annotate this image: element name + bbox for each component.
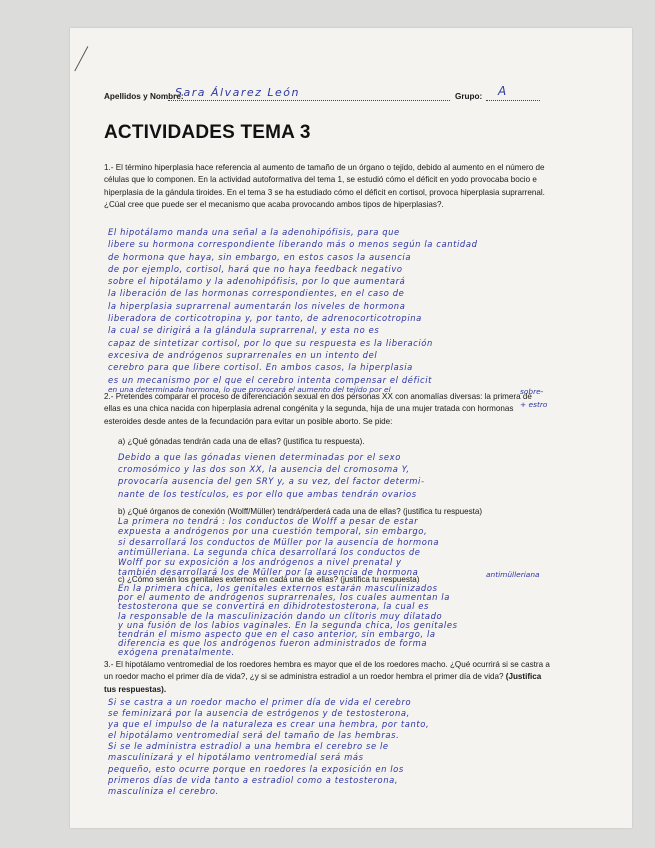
- answer-line: sobre el hipotálamo y la adenohipófisis, por lo que aumentará: [108, 276, 406, 287]
- question-2b-text: b) ¿Qué órganos de conexión (Wolff/Müller) tendrá/perderá cada una de ellas? (justifica tu respuesta): [118, 507, 483, 516]
- answer-line: de hormona que haya, sin embargo, en estos casos la ausencia: [108, 251, 412, 262]
- group-label: Grupo:: [455, 92, 483, 101]
- answer-line: la responsable de la masculinización dando un clítoris muy dilatado: [118, 611, 443, 621]
- answer-line: exógena prenatalmente.: [118, 648, 235, 658]
- answer-line: también desarrollará los de Müller por la ausencia de hormona: [118, 567, 419, 578]
- answer-line: si desarrollará los conductos de Müller por la ausencia de hormona: [118, 536, 440, 547]
- answer-line: ya que el impulso de la naturaleza es crear una hembra, por tanto,: [108, 719, 430, 730]
- answer-line: La primera no tendrá : los conductos de Wolff a pesar de estar: [118, 516, 419, 526]
- question-3-instruction: (Justifica tus respuestas).: [104, 672, 542, 694]
- answer-line: cromosómico y las dos son XX, la ausencia del cromosoma Y,: [118, 464, 410, 475]
- answer-line: masculiniza el cerebro.: [108, 785, 219, 796]
- margin-note-1: sobre-: [520, 387, 544, 396]
- answer-line: testosterona que se convertirá en dihidrotestosterona, la cual es: [118, 602, 430, 612]
- question-2c-text: c) ¿Cómo serán los genitales externos en cada una de ellas? (justifica tu respuesta): [118, 575, 420, 584]
- answer-line: diferencia es que los andrógenos fueron administrados de forma: [118, 639, 428, 649]
- question-2-intro: 2.- Pretendes comparar el proceso de diferenciación sexual en dos personas XX con anomalías diversas: la primera de ellas es una chica nacida con hiperplasia adrenal congénita y la segunda, hija de una mujer tratada con hormonas esteroides desde antes de la fecundación para evitar un posible aborto. Se pide:: [104, 392, 532, 426]
- answer-line: de por ejemplo, cortisol, hará que no haya feedback negativo: [108, 263, 403, 274]
- group-line: [486, 100, 540, 101]
- question-3-body: 3.- El hipotálamo ventromedial de los roedores hembra es mayor que el de los roedores macho. ¿Qué ocurrirá si se castra a un roedor macho el primer día de vida?, ¿y si se administra estradiol a un roedor hembra el primer día de vida?: [104, 660, 550, 682]
- answer-line: y una fusión de los labios vaginales. En la segunda chica, los genitales: [118, 620, 458, 630]
- answer-line: excesiva de andrógenos suprarrenales en un intento del: [108, 349, 378, 360]
- answer-line: El hipotálamo manda una señal a la adenohipófisis, para que: [108, 227, 400, 237]
- question-1-answer: [108, 226, 560, 386]
- answer-line: primeros días de vida tanto a estradiol como a testosterona,: [108, 774, 399, 785]
- answer-line: Si se le administra estradiol a una hembra el cerebro se le: [108, 741, 389, 752]
- answer-line: En la primera chica, los genitales externos estarán masculinizados: [118, 584, 438, 593]
- page-title: ACTIVIDADES TEMA 3: [104, 122, 311, 143]
- question-2b-answer-end: antimülleriana: [486, 570, 540, 579]
- question-3-answer: [108, 697, 560, 797]
- name-value: Sara Álvarez León: [175, 86, 300, 99]
- answer-line: nante de los testículos, es por ello que ambas tendrán ovarios: [118, 488, 417, 499]
- answer-line: Debido a que las gónadas vienen determinadas por el sexo: [118, 452, 401, 462]
- answer-line: expuesta a andrógenos por una cuestión temporal, sin embargo,: [118, 526, 428, 537]
- answer-line: cerebro para que libere cortisol. En ambos casos, la hiperplasia: [108, 362, 413, 373]
- name-label: Apellidos y Nombre:: [104, 92, 184, 101]
- question-1-answer-overlap: en una determinada hormona, lo que provocará el aumento del tejido por el: [108, 385, 391, 394]
- answer-line: se feminizará por la ausencia de estrógenos y de testosterona,: [108, 708, 410, 719]
- answer-line: por el aumento de andrógenos suprarrenales, los cuales aumentan la: [118, 593, 450, 603]
- answer-line: la liberación de las hormonas correspondientes, en el caso de: [108, 288, 405, 299]
- answer-line: es un mecanismo por el que el cerebro intenta compensar el déficit: [108, 374, 433, 385]
- answer-line: liberadora de corticotropina y, por tanto, de adrenocorticotropina: [108, 313, 422, 324]
- question-2c-answer: [118, 584, 560, 658]
- name-line: [168, 100, 450, 101]
- question-2a-answer: [118, 451, 558, 500]
- group-value: A: [498, 84, 507, 98]
- answer-line: Wolff por su exposición a los andrógenos a nivel prenatal y: [118, 557, 402, 568]
- question-2a-text: a) ¿Qué gónadas tendrán cada una de ellas? (justifica tu respuesta).: [118, 437, 365, 446]
- answer-line: la hiperplasia suprarrenal aumentarán los niveles de hormona: [108, 300, 406, 311]
- answer-line: pequeño, esto ocurre porque en roedores la exposición en los: [108, 763, 404, 774]
- answer-line: la cual se dirigirá a la glándula suprarrenal, y esta no es: [108, 325, 380, 336]
- answer-line: provocaría ausencia del gen SRY y, a su vez, del factor determi-: [118, 476, 425, 487]
- answer-line: masculinizará y el hipotálamo ventromedial será más: [108, 752, 364, 763]
- answer-line: libere su hormona correspondiente liberando más o menos según la cantidad: [108, 239, 478, 250]
- question-2b-answer: [118, 516, 560, 578]
- answer-line: tendrán el mismo aspecto que en el caso anterior, sin embargo, la: [118, 630, 436, 640]
- question-1-text: 1.- El término hiperplasia hace referencia al aumento de tamaño de un órgano o tejido, debido al aumento en el número de células que lo componen. En la actividad autoformativa del tema 1, se estudió cómo el déficit en yodo provocaba bocio e hiperplasia de la gándula tiroides. En el tema 3 se ha estudiado cómo el déficit en cortisol, provoca hiperplasia suprarrenal. ¿Cúal cree que puede ser el mecanismo que acaba provocando ambos tipos de hiperplasias?.: [104, 163, 545, 210]
- answer-line: el hipotálamo ventromedial será del tamaño de las hembras.: [108, 730, 400, 741]
- answer-line: Si se castra a un roedor macho el primer día de vida el cerebro: [108, 697, 412, 707]
- answer-line: antimülleriana. La segunda chica desarrollará los conductos de: [118, 546, 421, 557]
- question-3-text: [104, 659, 554, 696]
- answer-line: capaz de sintetizar cortisol, por lo que su respuesta es la liberación: [108, 337, 433, 348]
- margin-note-2: + estro: [520, 400, 548, 409]
